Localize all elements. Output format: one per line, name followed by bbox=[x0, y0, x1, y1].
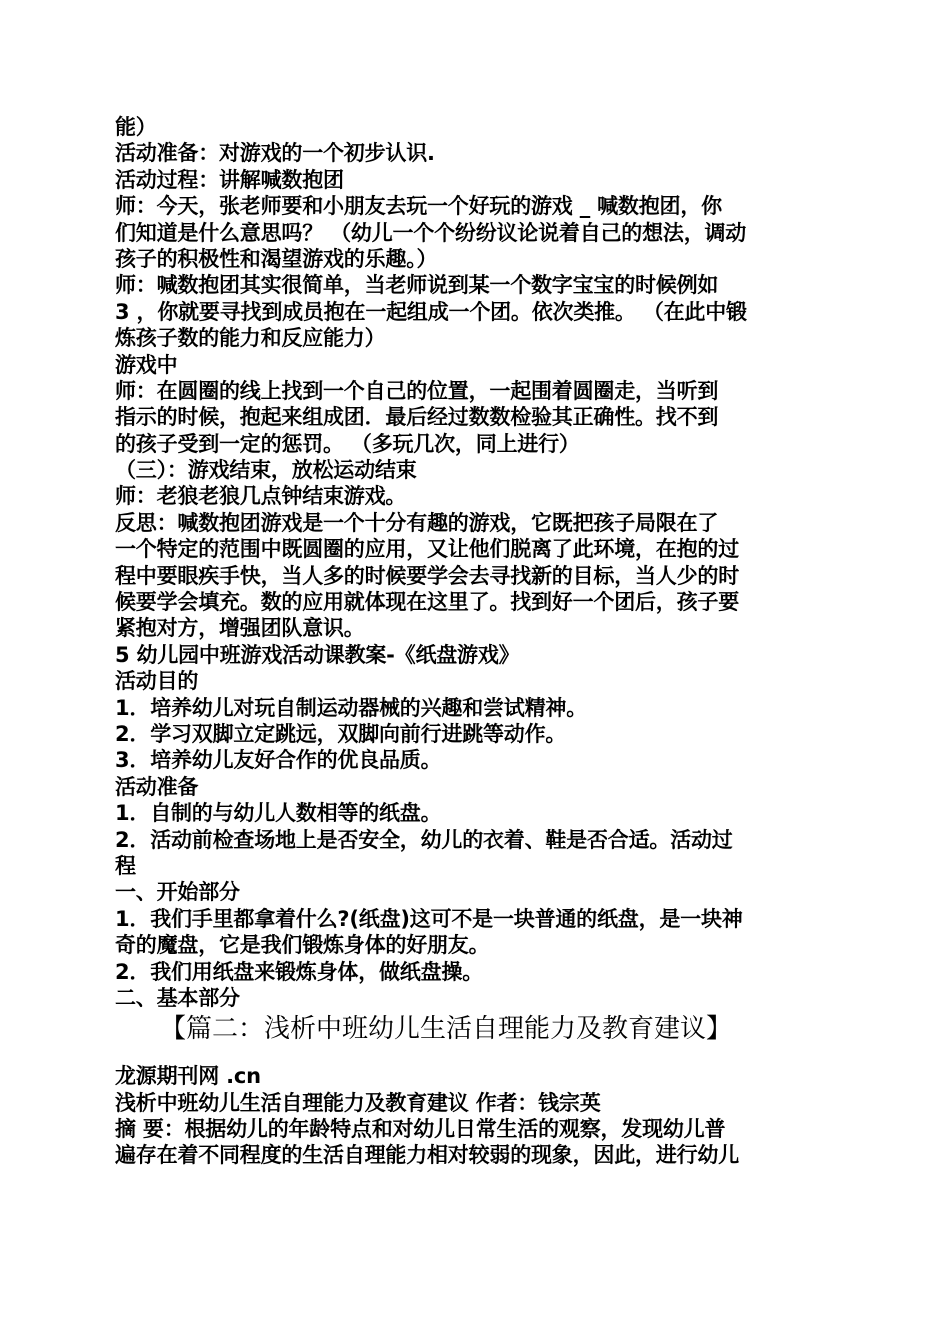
text-line: 指示的时候，抱起来组成团．最后经过数数检验其正确性。找不到 bbox=[115, 405, 719, 430]
text-line: 活动过程：讲解喊数抱团 bbox=[115, 167, 344, 192]
text-line: 3 ，你就要寻找到成员抱在一起组成一个团。依次类推。 （在此中锻 bbox=[115, 299, 747, 324]
text-line: 1．培养幼儿对玩自制运动器械的兴趣和尝试精神。 bbox=[115, 695, 588, 720]
text-line: 师：喊数抱团其实很简单，当老师说到某一个数字宝宝的时候例如 bbox=[115, 273, 719, 298]
text-line: 炼孩子数的能力和反应能力） bbox=[115, 326, 386, 351]
text-line: 候要学会填充。数的应用就体现在这里了。找到好一个团后，孩子要 bbox=[115, 590, 739, 615]
text-line: 活动准备 bbox=[115, 774, 199, 799]
text-line: 遍存在着不同程度的生活自理能力相对较弱的现象，因此，进行幼儿 bbox=[115, 1143, 739, 1168]
text-line: 们知道是什么意思吗？ （幼儿一个个纷纷议论说着自己的想法，调动 bbox=[115, 220, 747, 245]
text-line: 1．我们手里都拿着什么?(纸盘)这可不是一块普通的纸盘，是一块神 bbox=[115, 906, 743, 931]
text-line: 师：今天，张老师要和小朋友去玩一个好玩的游戏 _ 喊数抱团，你 bbox=[115, 194, 722, 219]
text-line: 2．活动前检查场地上是否安全，幼儿的衣着、鞋是否合适。活动过 bbox=[115, 827, 733, 852]
document-body bbox=[115, 114, 840, 1169]
lesson-plan-section bbox=[115, 114, 840, 1011]
text-line: 二、基本部分 bbox=[115, 985, 240, 1010]
text-line: 1．自制的与幼儿人数相等的纸盘。 bbox=[115, 801, 442, 826]
text-line: 2．我们用纸盘来锻炼身体，做纸盘操。 bbox=[115, 959, 484, 984]
text-line: 程中要眼疾手快，当人多的时候要学会去寻找新的目标，当人少的时 bbox=[115, 563, 739, 588]
text-line: 奇的魔盘，它是我们锻炼身体的好朋友。 bbox=[115, 933, 490, 958]
text-line: 能） bbox=[115, 115, 157, 139]
text-line: 2．学习双脚立定跳远，双脚向前行进跳等动作。 bbox=[115, 721, 567, 746]
text-line: 孩子的积极性和渴望游戏的乐趣。） bbox=[115, 246, 438, 271]
text-line: 摘 要：根据幼儿的年龄特点和对幼儿日常生活的观察，发现幼儿普 bbox=[115, 1117, 726, 1142]
text-line: 5 幼儿园中班游戏活动课教案-《纸盘游戏》 bbox=[115, 642, 520, 667]
text-line: 反思：喊数抱团游戏是一个十分有趣的游戏，它既把孩子局限在了 bbox=[115, 510, 719, 535]
text-line: 师：老狼老狼几点钟结束游戏。 bbox=[115, 484, 407, 509]
text-line: 一个特定的范围中既圆圈的应用，又让他们脱离了此环境，在抱的过 bbox=[115, 537, 739, 562]
text-line: 的孩子受到一定的惩罚。 （多玩几次，同上进行） bbox=[115, 431, 580, 456]
text-line: （三）：游戏结束，放松运动结束 bbox=[115, 458, 417, 483]
article-section bbox=[115, 1063, 840, 1169]
text-line: 浅析中班幼儿生活自理能力及教育建议 作者：钱宗英 bbox=[115, 1090, 601, 1115]
text-line: 3．培养幼儿友好合作的优良品质。 bbox=[115, 748, 442, 773]
text-line: 紧抱对方，增强团队意识。 bbox=[115, 616, 365, 641]
text-line: 龙源期刊网 .cn bbox=[115, 1064, 261, 1089]
text-line: 一、开始部分 bbox=[115, 880, 240, 905]
section-heading: 【篇二：浅析中班幼儿生活自理能力及教育建议】 bbox=[160, 1014, 733, 1045]
text-line: 程 bbox=[115, 853, 136, 878]
text-line: 活动目的 bbox=[115, 669, 199, 694]
text-line: 游戏中 bbox=[115, 352, 178, 377]
text-line: 活动准备：对游戏的一个初步认识. bbox=[115, 141, 435, 166]
text-line: 师：在圆圈的线上找到一个自己的位置，一起围着圆圈走，当听到 bbox=[115, 378, 719, 403]
